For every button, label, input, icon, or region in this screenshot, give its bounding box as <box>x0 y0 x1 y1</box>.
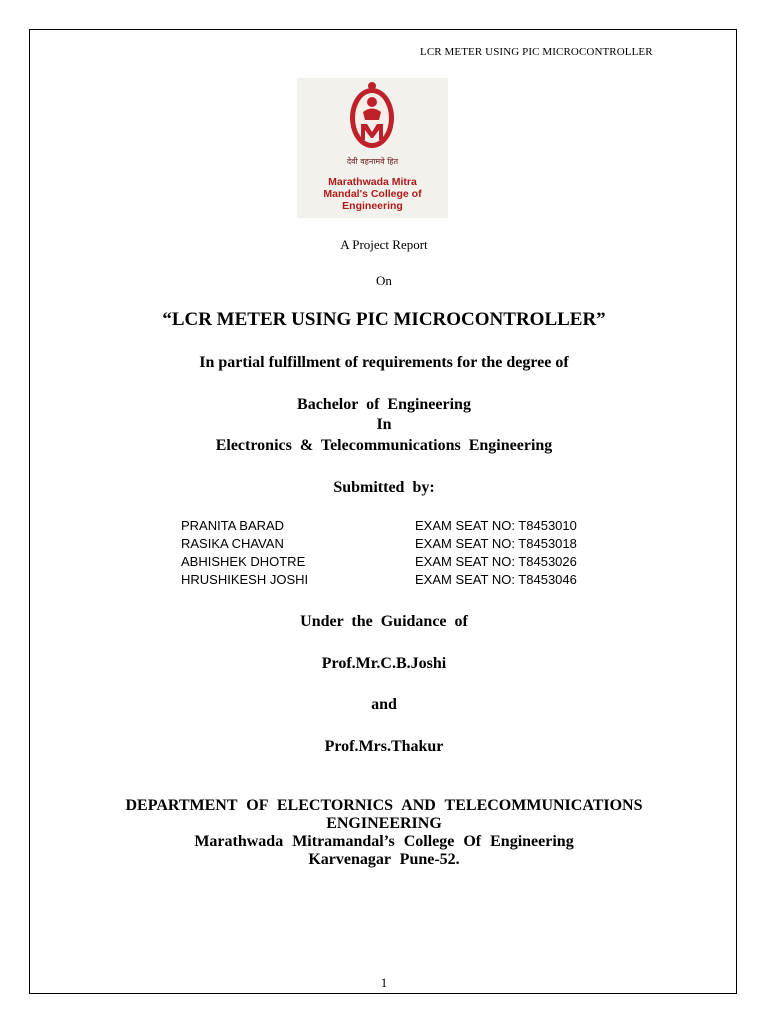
report-on: On <box>376 273 392 288</box>
department-line-2: ENGINEERING <box>326 815 442 832</box>
department-block <box>0 797 768 869</box>
college-address: Karvenagar Pune-52. <box>308 851 460 868</box>
student-row <box>181 571 611 589</box>
student-name: HRUSHIKESH JOSHI <box>181 572 309 587</box>
student-name: ABHISHEK DHOTRE <box>181 554 306 569</box>
student-row <box>181 517 611 535</box>
page-number: 1 <box>380 975 388 990</box>
guidance-and: and <box>371 696 397 713</box>
fulfillment-line: In partial fulfillment of requirements for the degree of <box>199 354 569 371</box>
submitted-by-label: Submitted by: <box>333 479 435 496</box>
student-seat: EXAM SEAT NO: T8453018 <box>415 536 577 551</box>
logo-college-name: Marathwada Mitra Mandal's College of Engineering <box>323 176 422 212</box>
in-line: In <box>376 416 392 433</box>
student-name: RASIKA CHAVAN <box>181 536 284 551</box>
guide-1: Prof.Mr.C.B.Joshi <box>321 655 447 672</box>
student-name: PRANITA BARAD <box>181 518 285 533</box>
college-name: Marathwada Mitramandal’s College Of Engineering <box>194 833 574 850</box>
report-type: A Project Report <box>340 237 428 252</box>
college-logo <box>297 78 448 218</box>
student-seat: EXAM SEAT NO: T8453046 <box>415 572 577 587</box>
report-title: “LCR METER USING PIC MICROCONTROLLER” <box>162 309 606 330</box>
student-row <box>181 535 611 553</box>
guide-2: Prof.Mrs.Thakur <box>324 738 444 755</box>
student-row <box>181 553 611 571</box>
degree-line: Bachelor of Engineering <box>297 396 471 413</box>
branch-line: Electronics & Telecommunications Engineering <box>215 437 553 454</box>
department-line-1: DEPARTMENT OF ELECTORNICS AND TELECOMMUNICATIONS <box>125 797 643 814</box>
running-header: LCR METER USING PIC MICROCONTROLLER <box>420 46 653 58</box>
college-motto: देवी वहनामवे हित <box>346 157 399 166</box>
student-seat: EXAM SEAT NO: T8453026 <box>415 554 577 569</box>
emblem-icon <box>297 78 448 158</box>
student-seat: EXAM SEAT NO: T8453010 <box>415 518 577 533</box>
student-list <box>181 517 611 589</box>
guidance-label: Under the Guidance of <box>300 613 468 630</box>
